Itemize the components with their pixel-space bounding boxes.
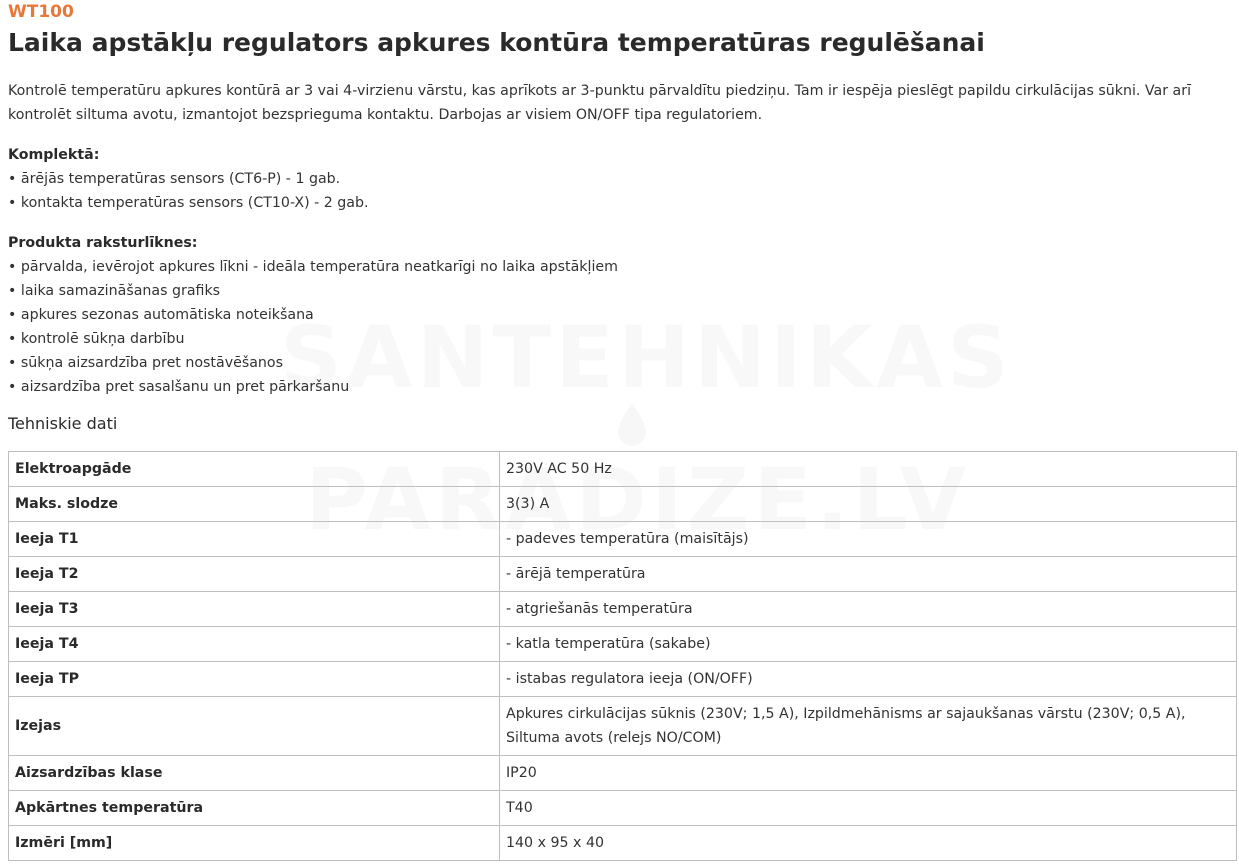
table-row [9, 756, 1237, 791]
spec-value: 3(3) A [500, 487, 1237, 522]
spec-value: Apkures cirkulācijas sūknis (230V; 1,5 A), Izpildmehānisms ar sajaukšanas vārstu (230V; 0,5 A), Siltuma avots (relejs NO/COM) [500, 697, 1237, 756]
list-item: • pārvalda, ievērojot apkures līkni - ideāla temperatūra neatkarīgi no laika apstākļiem [8, 255, 618, 279]
spec-value: IP20 [500, 756, 1237, 791]
spec-value: - ārējā temperatūra [500, 557, 1237, 592]
spec-value: - atgriešanās temperatūra [500, 592, 1237, 627]
page-title: Laika apstākļu regulators apkures kontūra temperatūras regulēšanai [8, 28, 985, 57]
table-row [9, 662, 1237, 697]
spec-value: T40 [500, 791, 1237, 826]
spec-value: - padeves temperatūra (maisītājs) [500, 522, 1237, 557]
features-list [8, 255, 618, 399]
spec-value: - katla temperatūra (sakabe) [500, 627, 1237, 662]
list-item: • aizsardzība pret sasalšanu un pret pārkaršanu [8, 375, 618, 399]
droplet-logo-icon [612, 400, 652, 450]
spec-label: Ieeja T1 [9, 522, 500, 557]
spec-label: Aizsardzības klase [9, 756, 500, 791]
list-item: • kontrolē sūkņa darbību [8, 327, 618, 351]
spec-label: Ieeja T2 [9, 557, 500, 592]
list-item: • sūkņa aizsardzība pret nostāvēšanos [8, 351, 618, 375]
kit-heading: Komplektā: [8, 147, 100, 163]
list-item: • ārējās temperatūras sensors (CT6-P) - 1 gab. [8, 167, 369, 191]
kit-list [8, 167, 369, 215]
table-row [9, 452, 1237, 487]
features-heading: Produkta raksturlīknes: [8, 235, 198, 251]
list-item: • kontakta temperatūras sensors (CT10-X) - 2 gab. [8, 191, 369, 215]
spec-label: Ieeja T4 [9, 627, 500, 662]
spec-label: Ieeja T3 [9, 592, 500, 627]
spec-label: Apkārtnes temperatūra [9, 791, 500, 826]
tech-spec-table [8, 451, 1237, 861]
table-row [9, 697, 1237, 756]
product-intro: Kontrolē temperatūru apkures kontūrā ar 3 vai 4-virzienu vārstu, kas aprīkots ar 3-punktu pārvaldītu piedziņu. Tam ir iespēja pieslēgt papildu cirkulācijas sūkni. Var arī kontrolēt siltuma avotu, izmantojot bezsprieguma kontaktu. Darbojas ar visiem ON/OFF tipa regulatoriem. [8, 83, 1192, 123]
list-item: • laika samazināšanas grafiks [8, 279, 618, 303]
table-row [9, 826, 1237, 861]
spec-label: Izejas [9, 697, 500, 756]
table-row [9, 627, 1237, 662]
tech-data-heading: Tehniskie dati [8, 414, 118, 433]
spec-label: Maks. slodze [9, 487, 500, 522]
table-row [9, 791, 1237, 826]
spec-value: - istabas regulatora ieeja (ON/OFF) [500, 662, 1237, 697]
table-row [9, 592, 1237, 627]
spec-label: Izmēri [mm] [9, 826, 500, 861]
spec-label: Elektroapgāde [9, 452, 500, 487]
spec-value: 230V AC 50 Hz [500, 452, 1237, 487]
table-row [9, 487, 1237, 522]
product-sku: WT100 [8, 2, 74, 22]
spec-value: 140 x 95 x 40 [500, 826, 1237, 861]
table-row [9, 557, 1237, 592]
spec-label: Ieeja TP [9, 662, 500, 697]
table-row [9, 522, 1237, 557]
list-item: • apkures sezonas automātiska noteikšana [8, 303, 618, 327]
